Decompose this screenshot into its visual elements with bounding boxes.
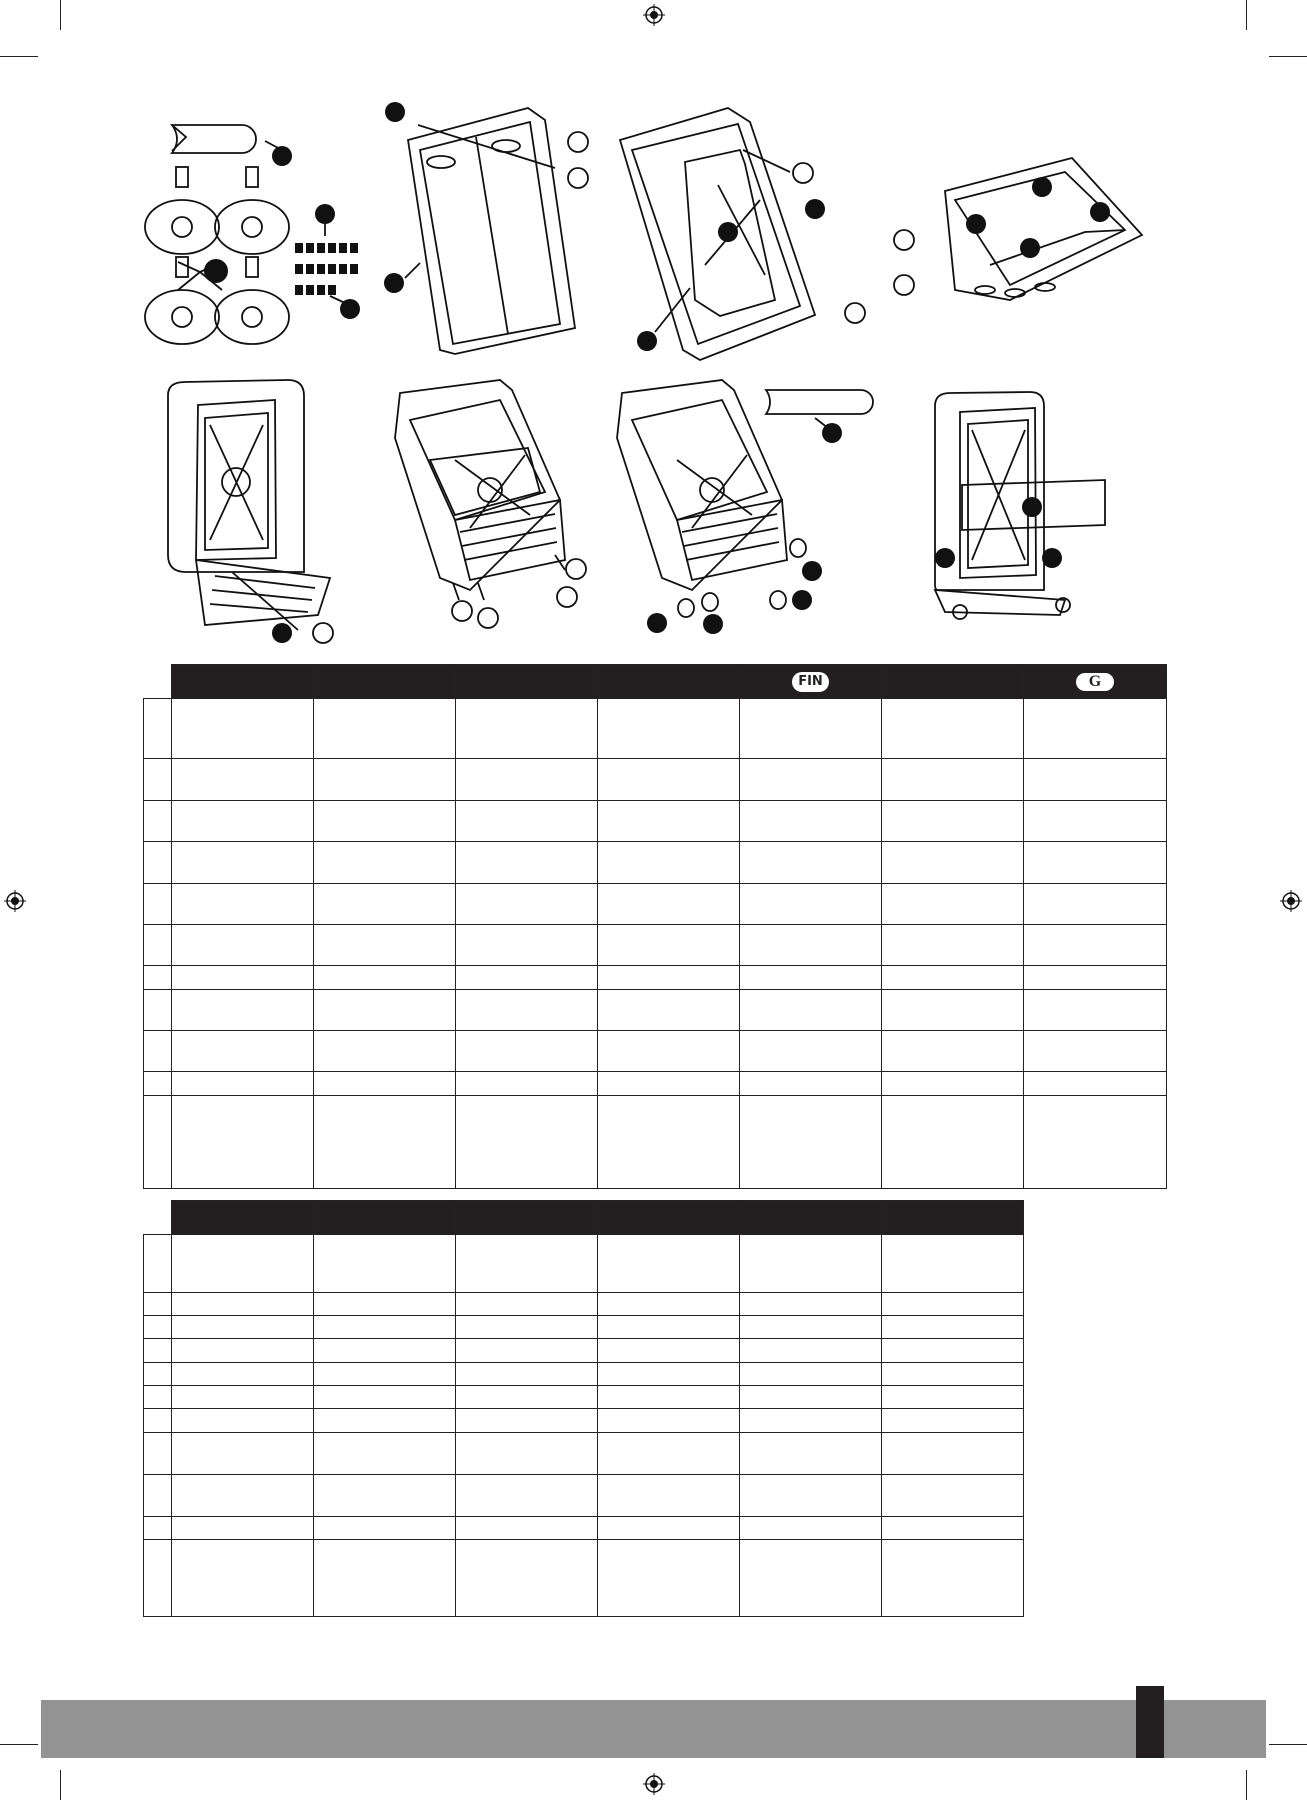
table-row (144, 990, 1167, 1031)
fin-badge: FIN (792, 672, 829, 692)
header-corner (144, 1201, 172, 1235)
header-cell (456, 1201, 598, 1235)
header-cell (314, 665, 456, 699)
header-cell (172, 1201, 314, 1235)
header-cell (882, 1201, 1024, 1235)
table-row (144, 699, 1167, 759)
table-row (144, 1475, 1024, 1517)
assembly-step-6 (395, 380, 586, 628)
table-row (144, 1072, 1167, 1096)
assembly-step-3 (620, 108, 865, 360)
assembly-step-2 (384, 102, 588, 354)
table-row (144, 1540, 1024, 1617)
header-cell (598, 665, 740, 699)
table-row (144, 1339, 1024, 1363)
header-cell-fin (740, 665, 882, 699)
header-cell (598, 1201, 740, 1235)
assembly-step-5 (168, 380, 333, 643)
assembly-step-1 (145, 125, 360, 344)
table-row (144, 925, 1167, 966)
table-bottom-body (144, 1235, 1024, 1617)
table-row (144, 884, 1167, 925)
table-header-row (144, 665, 1167, 699)
registration-mark-icon (1280, 890, 1302, 912)
crop-mark (1246, 1770, 1247, 1800)
table-row (144, 966, 1167, 990)
table-row (144, 1433, 1024, 1475)
crop-mark (60, 1770, 61, 1800)
table-row (144, 1409, 1024, 1433)
caster-wheel-icon (215, 167, 289, 254)
crop-mark (1269, 1744, 1307, 1745)
header-cell (456, 665, 598, 699)
registration-mark-icon (643, 1773, 665, 1795)
table-row (144, 1235, 1024, 1293)
header-cell (882, 665, 1024, 699)
table-row (144, 759, 1167, 801)
assembly-illustrations (0, 0, 1307, 650)
parts-table-bottom (143, 1200, 1024, 1617)
table-row (144, 1293, 1024, 1316)
header-cell (172, 665, 314, 699)
caster-wheel-icon (145, 167, 219, 254)
table-row (144, 1363, 1024, 1386)
assembly-step-7 (617, 380, 873, 634)
table-row (144, 1517, 1024, 1540)
table-row (144, 1316, 1024, 1339)
table-header-row (144, 1201, 1024, 1235)
header-corner (144, 665, 172, 699)
table-row (144, 801, 1167, 842)
table-row (144, 1096, 1167, 1189)
assembly-step-4 (894, 158, 1142, 300)
g-badge: G (1076, 673, 1114, 691)
header-cell (740, 1201, 882, 1235)
page-tab (1136, 1686, 1164, 1758)
footer-bar (41, 1700, 1266, 1758)
header-cell (314, 1201, 456, 1235)
table-top-body (144, 699, 1167, 1189)
crop-mark (0, 1744, 38, 1745)
table-row (144, 1031, 1167, 1072)
screws-icon (295, 243, 358, 295)
table-row (144, 1386, 1024, 1409)
registration-mark-icon (4, 890, 26, 912)
table-row (144, 842, 1167, 884)
parts-table-top (143, 664, 1167, 1189)
assembly-step-8 (935, 392, 1105, 619)
header-cell-g (1024, 665, 1167, 699)
